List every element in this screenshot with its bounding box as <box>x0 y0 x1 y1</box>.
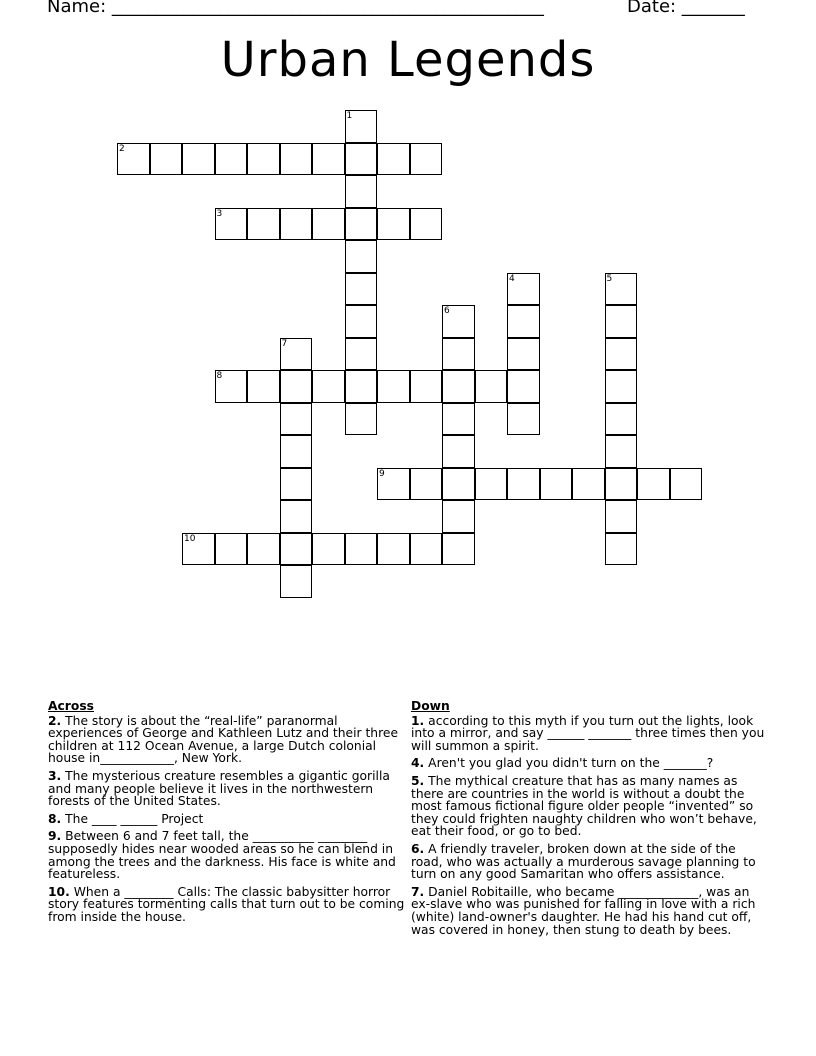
clue-down-6: 6. A friendly traveler, broken down at the side of the road, who was actually a murderous savage planning to turn on any good Samaritan who offers assistance. <box>411 841 756 882</box>
grid-cell <box>345 273 378 306</box>
grid-cell <box>312 143 345 176</box>
grid-cell <box>410 533 443 566</box>
grid-cell <box>670 468 703 501</box>
grid-cell <box>605 338 638 371</box>
across-clues <box>48 700 406 929</box>
clue-number-3: 3 <box>216 208 223 219</box>
grid-cell <box>345 208 378 241</box>
grid-cell <box>410 370 443 403</box>
grid-cell <box>345 143 378 176</box>
clue-number-9: 9 <box>379 468 385 479</box>
grid-cell <box>312 533 345 566</box>
grid-cell <box>247 208 280 241</box>
grid-cell <box>605 435 638 468</box>
clue-number-2: 2 <box>119 143 125 154</box>
clue-down-4: 4. Aren't you glad you didn't turn on the _______? <box>411 756 714 771</box>
grid-cell <box>280 143 313 176</box>
down-heading: Down <box>411 699 450 713</box>
date-field-label: Date: _______ <box>627 0 745 17</box>
grid-cell <box>182 143 215 176</box>
grid-cell <box>150 143 183 176</box>
grid-cell <box>507 468 540 501</box>
grid-cell <box>312 370 345 403</box>
across-heading: Across <box>48 699 94 713</box>
grid-cell <box>280 500 313 533</box>
grid-cell <box>247 143 280 176</box>
grid-cell <box>605 468 638 501</box>
grid-cell <box>280 370 313 403</box>
grid-cell <box>507 338 540 371</box>
grid-cell <box>345 403 378 436</box>
grid-cell <box>442 468 475 501</box>
grid-cell <box>410 468 443 501</box>
grid-cell <box>280 435 313 468</box>
grid-cell <box>345 338 378 371</box>
grid-cell <box>410 143 443 176</box>
grid-cell <box>280 565 313 598</box>
grid-cell <box>280 533 313 566</box>
grid-cell <box>345 533 378 566</box>
clue-across-3: 3. The mysterious creature resembles a gigantic gorilla and many people believe it lives in the northwestern forests of the United States. <box>48 768 390 809</box>
grid-cell <box>280 208 313 241</box>
grid-cell <box>345 305 378 338</box>
grid-cell <box>345 240 378 273</box>
clue-number-1: 1 <box>346 111 353 121</box>
grid-cell <box>605 370 638 403</box>
grid-cell <box>215 533 248 566</box>
clue-number-4: 4 <box>509 273 515 284</box>
clue-across-2: 2. The story is about the “real-life” paranormal experiences of George and Kathleen Lutz and their three children at 112 Ocean Avenue, a large Dutch colonial house in____________, New York. <box>48 713 399 766</box>
grid-cell <box>605 403 638 436</box>
clue-number-7: 7 <box>281 338 288 349</box>
grid-cell <box>442 533 475 566</box>
clue-number-10: 10 <box>184 533 196 544</box>
grid-cell <box>507 305 540 338</box>
grid-cell <box>377 370 410 403</box>
grid-cell <box>215 143 248 176</box>
grid-cell <box>572 468 605 501</box>
grid-cell <box>507 403 540 436</box>
grid-cell <box>475 468 508 501</box>
clue-across-10: 10. When a ________ Calls: The classic babysitter horror story features tormenting calls that turn out to be coming from inside the house. <box>48 884 405 924</box>
grid-cell <box>442 370 475 403</box>
grid-cell <box>442 338 475 371</box>
grid-cell <box>442 403 475 436</box>
clue-across-9: 9. Between 6 and 7 feet tall, the __________ ________ supposedly hides near wooded areas so he can blend in among the trees and the darkness. His face is white and featureless. <box>48 829 396 882</box>
grid-cell <box>377 533 410 566</box>
clue-down-7: 7. Daniel Robitaille, who became _____________, was an ex-slave who was punished for falling in love with a rich (white) land-owner's daughter. He had his hand cut off, was covered in honey, then stung to death by bees. <box>411 884 756 937</box>
grid-cell <box>605 500 638 533</box>
clue-across-8: 8. The ____ ______ Project <box>48 811 204 826</box>
page-title: Urban Legends <box>220 32 596 88</box>
grid-cell <box>377 143 410 176</box>
down-clues <box>411 700 771 941</box>
grid-cell <box>540 468 573 501</box>
grid-cell <box>605 533 638 566</box>
clue-number-5: 5 <box>606 273 613 284</box>
clue-down-5: 5. The mythical creature that has as many names as there are countries in the world is without a doubt the most famous fictional figure older people “invented” so they could frighten naughty children who won’t behave, eat their food, or go to bed. <box>411 773 757 839</box>
grid-cell <box>312 208 345 241</box>
grid-cell <box>442 500 475 533</box>
grid-cell <box>410 208 443 241</box>
clue-number-8: 8 <box>216 371 223 381</box>
grid-cell <box>280 403 313 436</box>
grid-cell <box>442 435 475 468</box>
clue-down-1: 1. according to this myth if you turn out the lights, look into a mirror, and say ______ _______ three times then you will summon a spirit. <box>411 713 765 753</box>
grid-cell <box>377 208 410 241</box>
grid-cell <box>247 370 280 403</box>
grid-cell <box>280 468 313 501</box>
grid-cell <box>345 175 378 208</box>
grid-cell <box>475 370 508 403</box>
grid-cell <box>605 305 638 338</box>
grid-cell <box>637 468 670 501</box>
grid-cell <box>345 370 378 403</box>
clue-number-6: 6 <box>444 306 450 316</box>
grid-cell <box>247 533 280 566</box>
name-field-label: Name: ________________________________________________ <box>47 0 544 17</box>
grid-cell <box>507 370 540 403</box>
